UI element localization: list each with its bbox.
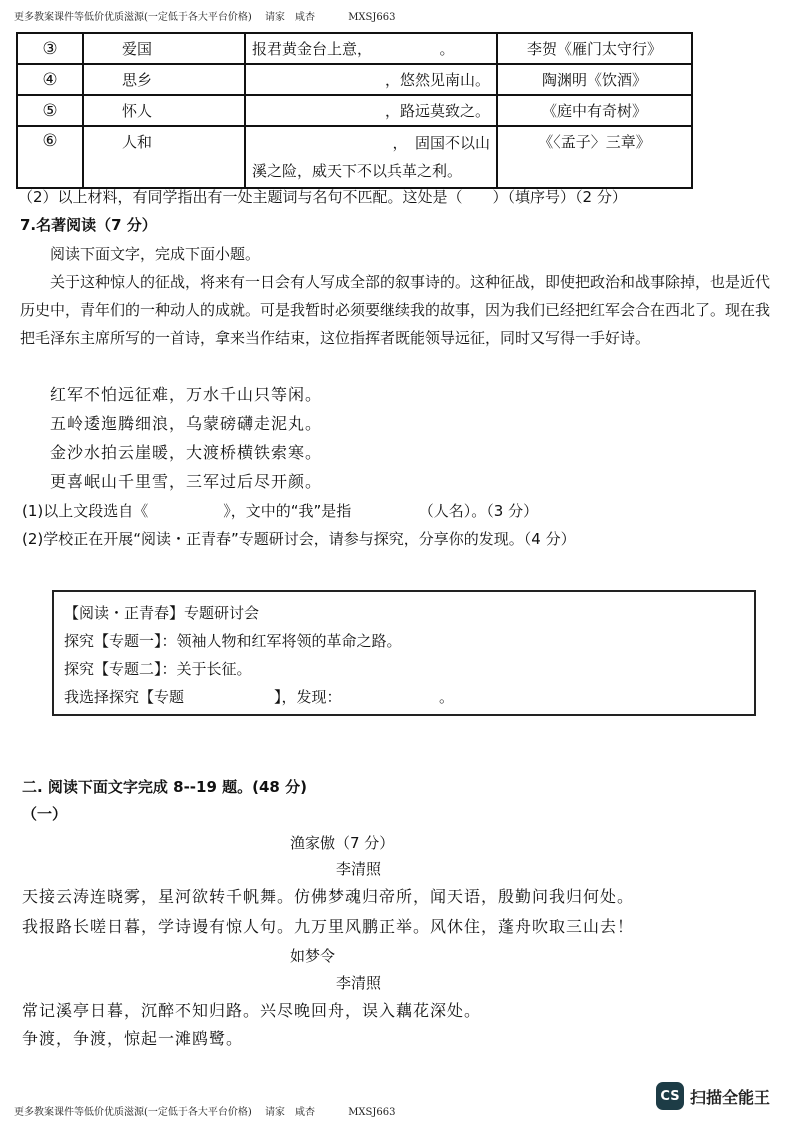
verse-line: 溪之险，威天下不以兵革之利。 <box>252 162 463 180</box>
seminar-box <box>52 590 756 716</box>
footer-contact: 请家 咸杏 <box>265 1107 315 1118</box>
question-6-2: （2）以上材料，有同学指出有一处主题词与名句不匹配。这处是（ ）（填序号）（2 分） <box>18 188 627 206</box>
page-footer <box>14 1103 396 1118</box>
table-row <box>17 64 692 95</box>
row-theme: 思乡 <box>83 64 245 95</box>
table-row <box>17 95 692 126</box>
page-header <box>14 8 396 23</box>
question-7-2: (2)学校正在开展“阅读・正青春”专题研讨会，请参与探究，分享你的发现。（4 分） <box>22 530 576 548</box>
poem1-line: 我报路长嗟日暮，学诗谩有惊人句。九万里风鹏正举。风休住，蓬舟吹取三山去！ <box>22 917 635 936</box>
header-ad-text: 更多教案课件等低价优质滋源(一定低于各大平台价格) <box>14 12 252 23</box>
table-row <box>17 126 692 188</box>
poem-line: 红军不怕远征难，万水千山只等闲。 <box>50 385 323 404</box>
verse-line: 报君黄金台上意， 。 <box>252 40 455 58</box>
question-7-1: (1)以上文段选自《 》，文中的“我”是指 （人名）。（3 分） <box>22 502 539 520</box>
row-verse <box>245 33 497 64</box>
footer-code: MXSJ663 <box>348 1107 396 1118</box>
header-code: MXSJ663 <box>348 12 396 23</box>
row-source: 《〈孟子〉三章》 <box>497 126 692 188</box>
poem2-title: 如梦令 <box>290 947 336 965</box>
row-number: ⑥ <box>17 126 83 188</box>
row-source: 李贺《雁门太守行》 <box>497 33 692 64</box>
poem-line: 五岭逶迤腾细浪，乌蒙磅礴走泥丸。 <box>50 414 323 433</box>
box-topic-2: 探究【专题二】：关于长征。 <box>64 660 252 678</box>
footer-ad-text: 更多教案课件等低价优质滋源(一定低于各大平台价格) <box>14 1107 252 1118</box>
poem1-line: 天接云涛连晓雾，星河欲转千帆舞。仿佛梦魂归帝所，闻天语，殷勤问我归何处。 <box>22 887 635 906</box>
header-contact: 请家 咸杏 <box>265 12 315 23</box>
row-source: 陶渊明《饮酒》 <box>497 64 692 95</box>
box-choose-topic: 我选择探究【专题 】，发现： 。 <box>64 688 455 706</box>
poem2-author: 李清照 <box>336 974 382 992</box>
row-number: ④ <box>17 64 83 95</box>
row-theme: 爱国 <box>83 33 245 64</box>
poem2-line: 常记溪亭日暮，沉醉不知归路。兴尽晚回舟，误入藕花深处。 <box>22 1001 482 1020</box>
poem1-author: 李清照 <box>336 860 382 878</box>
row-verse <box>245 64 497 95</box>
scanner-watermark <box>656 1082 770 1110</box>
poem-line: 更喜岷山千里雪，三军过后尽开颜。 <box>50 472 323 491</box>
row-theme: 人和 <box>83 126 245 188</box>
section-2-part: （一） <box>22 805 68 823</box>
poem-theme-table <box>16 32 693 189</box>
table-row <box>17 33 692 64</box>
box-title: 【阅读・正青春】专题研讨会 <box>64 604 260 622</box>
row-theme: 怀人 <box>83 95 245 126</box>
scanner-name: 扫描全能王 <box>690 1087 771 1107</box>
long-march-poem <box>50 380 794 496</box>
row-number: ③ <box>17 33 83 64</box>
passage-paragraph: 关于这种惊人的征战，将来有一日会有人写成全部的叙事诗的。这种征战，即使把政治和战事除掉，也是近代历史中，青年们的一种动人的成就。可是我暂时必须要继续我的故事，因为我们已经把红军会合在西北了。现在我把毛泽东主席所写的一首诗，拿来当作结束，这位指挥者既能领导远征，同时又写得一手好诗。 <box>20 273 771 347</box>
poem1-title: 渔家傲（7 分） <box>290 834 395 852</box>
verse-line: ，悠然见南山。 <box>294 71 490 89</box>
question-7-title: 7.名著阅读（7 分） <box>20 216 157 234</box>
camscanner-logo-icon: CS <box>656 1082 684 1110</box>
verse-line: ， 固国不以山 <box>302 134 490 152</box>
box-topic-1: 探究【专题一】：领袖人物和红军将领的革命之路。 <box>64 632 402 650</box>
row-number: ⑤ <box>17 95 83 126</box>
instruction: 阅读下面文字，完成下面小题。 <box>50 245 261 263</box>
row-source: 《庭中有奇树》 <box>497 95 692 126</box>
section-2-title: 二. 阅读下面文字完成 8--19 题。(48 分) <box>22 778 307 796</box>
verse-line: ，路远莫致之。 <box>294 102 490 120</box>
reading-passage <box>20 240 780 352</box>
row-verse <box>245 126 497 188</box>
poem-line: 金沙水拍云崖暖，大渡桥横铁索寒。 <box>50 443 323 462</box>
row-verse <box>245 95 497 126</box>
poem2-line: 争渡，争渡，惊起一滩鸥鹭。 <box>22 1029 244 1048</box>
